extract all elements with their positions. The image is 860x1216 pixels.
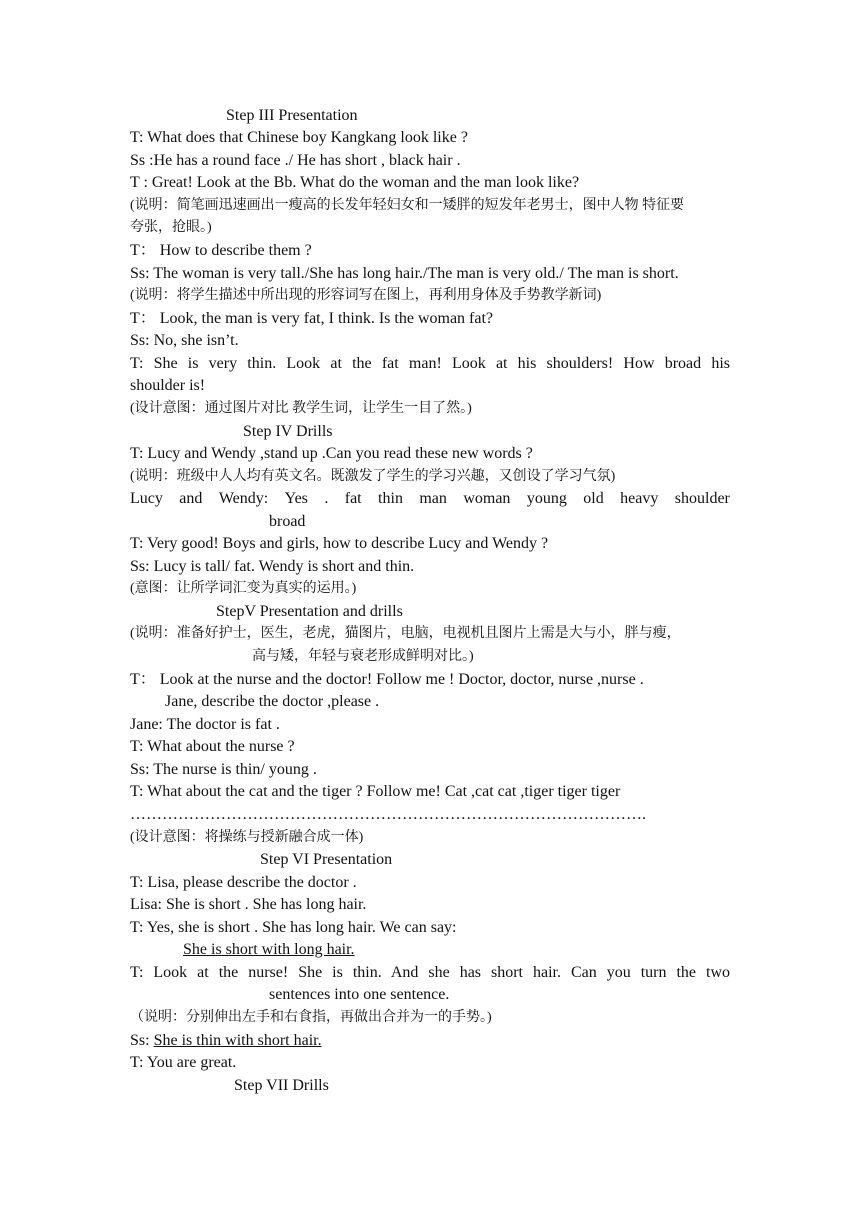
line-t-cat: T: What about the cat and the tiger ? Follow me! Cat ,cat cat ,tiger tiger tiger: [130, 783, 621, 800]
new-word: thin: [378, 490, 403, 507]
line-t-how: T： How to describe them ?: [130, 242, 312, 259]
note-8: （说明：分别伸出左手和右食指，再做出合并为一的手势。): [130, 1010, 492, 1025]
new-word: Yes: [284, 490, 308, 507]
line-t-lucy: T: Lucy and Wendy ,stand up .Can you read these new words ?: [130, 445, 533, 462]
line-t-nurse: T： Look at the nurse and the doctor! Follow me ! Doctor, doctor, nurse ,nurse .: [130, 671, 644, 688]
new-word: fat: [344, 490, 362, 507]
note-4: (说明：班级中人人均有英文名。既激发了学生的学习兴趣，又创设了学习气氛): [130, 469, 616, 484]
step4-heading: Step IV Drills: [243, 423, 333, 440]
line-t-question: T: What does that Chinese boy Kangkang look like ?: [130, 129, 468, 146]
line-jane-describe: Jane, describe the doctor ,please .: [165, 693, 380, 710]
new-word: and: [179, 490, 203, 507]
line-t-verygood: T: Very good! Boys and girls, how to describe Lucy and Wendy ?: [130, 535, 549, 552]
line-t-look: T： Look, the man is very fat, I think. Is the woman fat?: [130, 310, 494, 327]
underlined-sentence-1: She is short with long hair.: [183, 941, 355, 958]
line-sentences: sentences into one sentence.: [269, 986, 450, 1003]
line-ss-lucy: Ss: Lucy is tall/ fat. Wendy is short and thin.: [130, 558, 415, 575]
line-t-lisa: T: Lisa, please describe the doctor .: [130, 874, 357, 891]
note-6b: 高与矮，年轻与衰老形成鲜明对比。): [252, 649, 474, 664]
line-t-yes: T: Yes, she is short . She has long hair. We can say:: [130, 919, 457, 936]
note-2: (说明：将学生描述中所出现的形容词写在图上，再利用身体及手势教学新词): [130, 288, 602, 303]
step3-heading: Step III Presentation: [226, 107, 358, 124]
new-word: heavy: [620, 490, 659, 507]
new-words-line: [130, 488, 730, 510]
line-shoulder: shoulder is!: [130, 377, 206, 394]
note-7: (设计意图：将操练与授新融合成一体): [130, 830, 364, 845]
new-word: Wendy:: [218, 490, 269, 507]
line-t-thin: T: She is very thin. Look at the fat man! Look at his shoulders! How broad his: [130, 355, 730, 372]
word-broad: broad: [269, 513, 306, 530]
underlined-sentence-2: She is thin with short hair.: [153, 1032, 322, 1049]
line-t-great: T : Great! Look at the Bb. What do the woman and the man look like?: [130, 174, 580, 191]
new-word: old: [583, 490, 604, 507]
speaker-label: Ss:: [130, 1032, 154, 1049]
line-lisa-answer: Lisa: She is short . She has long hair.: [130, 896, 367, 913]
note-5: (意图：让所学词汇变为真实的运用。): [130, 581, 357, 596]
new-word: young: [526, 490, 567, 507]
line-ss-woman: Ss: The woman is very tall./She has long hair./The man is very old./ The man is short.: [130, 265, 679, 282]
line-ss-answer-2: [130, 1030, 730, 1052]
note-6a: (说明：准备好护士，医生，老虎，猫图片，电脑，电视机且图片上需是大与小，胖与瘦，: [130, 626, 681, 641]
note-3: (设计意图：通过图片对比 教学生词，让学生一目了然。): [130, 401, 472, 416]
line-ss-nurse: Ss: The nurse is thin/ young .: [130, 761, 317, 778]
note-1b: 夸张，抢眼。): [130, 220, 212, 235]
new-word: woman: [463, 490, 511, 507]
line-jane-fat: Jane: The doctor is fat .: [130, 716, 280, 733]
new-word: man: [419, 490, 447, 507]
step7-heading: Step VII Drills: [234, 1077, 329, 1094]
line-ss-no: Ss: No, she isn’t.: [130, 332, 239, 349]
line-t-nurse-q: T: What about the nurse ?: [130, 738, 295, 755]
note-1a: (说明：简笔画迅速画出一瘦高的长发年轻妇女和一矮胖的短发年老男士，图中人物 特征要: [130, 198, 685, 213]
new-word: Lucy: [130, 490, 163, 507]
step5-heading: StepV Presentation and drills: [216, 603, 403, 620]
new-word: .: [324, 490, 329, 507]
new-word: shoulder: [674, 490, 730, 507]
line-t-look-nurse: T: Look at the nurse! She is thin. And she has short hair. Can you turn the two: [130, 964, 730, 981]
dotted-line: …………………………………………………………………………………….: [130, 806, 646, 823]
line-t-great-2: T: You are great.: [130, 1054, 237, 1071]
line-ss-answer: Ss :He has a round face ./ He has short , black hair .: [130, 152, 461, 169]
step6-heading: Step VI Presentation: [260, 851, 393, 868]
